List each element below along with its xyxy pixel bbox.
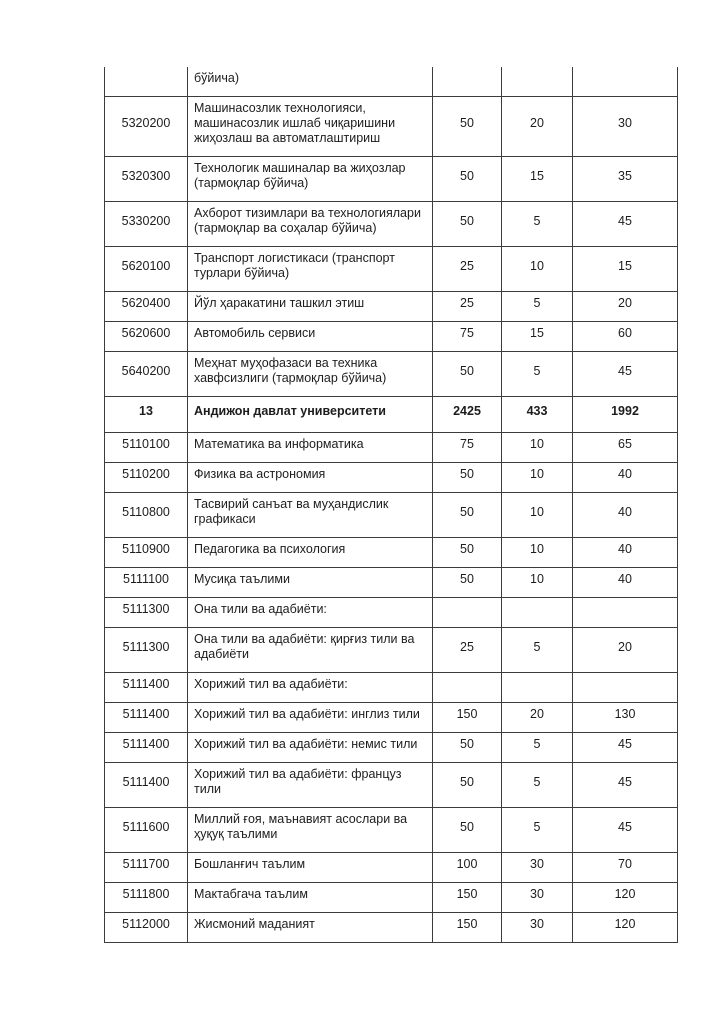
quota-total-cell: 150 [433,703,502,733]
program-name-cell: Машинасозлик технологияси, машинасозлик ишлаб чиқаришини жиҳозлаш ва автоматлаштириш [188,97,433,157]
table-row [105,538,678,568]
quota-grant-cell: 15 [502,322,573,352]
quota-total-cell: 25 [433,628,502,673]
program-code-cell: 5110900 [105,538,188,568]
table-row [105,853,678,883]
quota-contract-cell: 40 [573,538,678,568]
program-name-cell: Меҳнат муҳофазаси ва техника хавфсизлиги (тармоқлар бўйича) [188,352,433,397]
program-code-cell: 5620100 [105,247,188,292]
quota-contract-cell: 65 [573,433,678,463]
quota-contract-cell [573,673,678,703]
program-name-cell: Автомобиль сервиси [188,322,433,352]
table-row [105,763,678,808]
program-code-cell: 5620600 [105,322,188,352]
quota-total-cell: 50 [433,568,502,598]
quota-grant-cell: 10 [502,493,573,538]
quota-contract-cell: 1992 [573,397,678,433]
program-name-cell: Технологик машиналар ва жиҳозлар (тармоқлар бўйича) [188,157,433,202]
quota-contract-cell: 40 [573,463,678,493]
program-code-cell: 5111300 [105,598,188,628]
quota-contract-cell: 45 [573,808,678,853]
quota-contract-cell: 120 [573,913,678,943]
program-code-cell: 5111300 [105,628,188,673]
quota-total-cell [433,67,502,97]
quota-grant-cell [502,67,573,97]
program-code-cell: 5110100 [105,433,188,463]
table-row [105,463,678,493]
table-row [105,733,678,763]
program-name-cell: Транспорт логистикаси (транспорт турлари бўйича) [188,247,433,292]
program-name-cell: Миллий ғоя, маънавият асослари ва ҳуқуқ таълими [188,808,433,853]
quota-grant-cell: 5 [502,202,573,247]
program-code-cell: 5111400 [105,703,188,733]
program-name-cell: Андижон давлат университети [188,397,433,433]
quota-total-cell: 100 [433,853,502,883]
quota-contract-cell: 45 [573,352,678,397]
quota-contract-cell: 120 [573,883,678,913]
program-name-cell: Хорижий тил ва адабиёти: француз тили [188,763,433,808]
quota-grant-cell: 5 [502,808,573,853]
table-row [105,598,678,628]
quota-grant-cell: 10 [502,247,573,292]
admission-quota-table [104,67,678,943]
program-name-cell: Она тили ва адабиёти: қирғиз тили ва адабиёти [188,628,433,673]
quota-grant-cell: 10 [502,463,573,493]
quota-total-cell: 50 [433,463,502,493]
program-code-cell: 5111400 [105,673,188,703]
quota-grant-cell [502,598,573,628]
program-name-cell: Йўл ҳаракатини ташкил этиш [188,292,433,322]
program-name-cell: бўйича) [188,67,433,97]
quota-grant-cell: 10 [502,433,573,463]
quota-grant-cell: 5 [502,628,573,673]
program-code-cell: 5330200 [105,202,188,247]
quota-total-cell: 25 [433,247,502,292]
program-code-cell: 5111400 [105,733,188,763]
quota-contract-cell: 40 [573,493,678,538]
program-name-cell: Физика ва астрономия [188,463,433,493]
quota-total-cell: 50 [433,157,502,202]
program-code-cell: 5110800 [105,493,188,538]
table-row [105,883,678,913]
quota-total-cell: 150 [433,913,502,943]
quota-total-cell: 50 [433,733,502,763]
program-code-cell: 5111700 [105,853,188,883]
table-row [105,493,678,538]
quota-contract-cell: 15 [573,247,678,292]
quota-contract-cell: 35 [573,157,678,202]
program-code-cell: 5110200 [105,463,188,493]
quota-grant-cell [502,673,573,703]
quota-contract-cell: 45 [573,733,678,763]
program-code-cell: 5320200 [105,97,188,157]
quota-total-cell [433,673,502,703]
table-row [105,292,678,322]
table-row [105,97,678,157]
table-row [105,703,678,733]
program-name-cell: Мактабгача таълим [188,883,433,913]
program-code-cell: 5111600 [105,808,188,853]
table-row [105,157,678,202]
program-name-cell: Педагогика ва психология [188,538,433,568]
quota-contract-cell [573,598,678,628]
table-row [105,433,678,463]
quota-grant-cell: 15 [502,157,573,202]
quota-total-cell: 2425 [433,397,502,433]
program-name-cell: Она тили ва адабиёти: [188,598,433,628]
quota-grant-cell: 30 [502,853,573,883]
table-row [105,202,678,247]
quota-total-cell: 150 [433,883,502,913]
quota-grant-cell: 10 [502,538,573,568]
program-code-cell: 5320300 [105,157,188,202]
program-name-cell: Тасвирий санъат ва муҳандислик графикаси [188,493,433,538]
quota-contract-cell: 20 [573,628,678,673]
program-code-cell: 13 [105,397,188,433]
quota-contract-cell: 30 [573,97,678,157]
quota-total-cell: 50 [433,202,502,247]
table-row [105,913,678,943]
quota-total-cell: 50 [433,808,502,853]
quota-total-cell: 75 [433,322,502,352]
program-name-cell: Мусиқа таълими [188,568,433,598]
table-row [105,628,678,673]
quota-grant-cell: 5 [502,763,573,808]
quota-total-cell: 50 [433,538,502,568]
quota-grant-cell: 20 [502,97,573,157]
quota-total-cell: 50 [433,763,502,808]
table-row [105,568,678,598]
program-name-cell: Хорижий тил ва адабиёти: инглиз тили [188,703,433,733]
table-row [105,67,678,97]
quota-grant-cell: 30 [502,913,573,943]
quota-total-cell: 25 [433,292,502,322]
quota-contract-cell: 60 [573,322,678,352]
program-name-cell: Хорижий тил ва адабиёти: [188,673,433,703]
quota-total-cell: 50 [433,352,502,397]
table-row [105,247,678,292]
quota-total-cell: 75 [433,433,502,463]
program-code-cell: 5620400 [105,292,188,322]
table-row [105,397,678,433]
quota-contract-cell: 20 [573,292,678,322]
quota-total-cell [433,598,502,628]
quota-contract-cell: 45 [573,763,678,808]
table-row [105,322,678,352]
program-name-cell: Жисмоний маданият [188,913,433,943]
table-row [105,673,678,703]
program-name-cell: Ахборот тизимлари ва технологиялари (тармоқлар ва соҳалар бўйича) [188,202,433,247]
quota-grant-cell: 5 [502,292,573,322]
quota-contract-cell: 70 [573,853,678,883]
table-body [105,67,678,943]
quota-grant-cell: 10 [502,568,573,598]
quota-contract-cell [573,67,678,97]
quota-grant-cell: 433 [502,397,573,433]
quota-grant-cell: 30 [502,883,573,913]
quota-total-cell: 50 [433,493,502,538]
program-code-cell: 5640200 [105,352,188,397]
quota-grant-cell: 20 [502,703,573,733]
table-row [105,352,678,397]
quota-contract-cell: 45 [573,202,678,247]
program-code-cell: 5111400 [105,763,188,808]
quota-grant-cell: 5 [502,733,573,763]
quota-contract-cell: 40 [573,568,678,598]
quota-contract-cell: 130 [573,703,678,733]
program-code-cell: 5111100 [105,568,188,598]
program-code-cell: 5112000 [105,913,188,943]
program-name-cell: Хорижий тил ва адабиёти: немис тили [188,733,433,763]
quota-grant-cell: 5 [502,352,573,397]
table-row [105,808,678,853]
program-name-cell: Математика ва информатика [188,433,433,463]
program-code-cell: 5111800 [105,883,188,913]
program-name-cell: Бошланғич таълим [188,853,433,883]
program-code-cell [105,67,188,97]
quota-total-cell: 50 [433,97,502,157]
